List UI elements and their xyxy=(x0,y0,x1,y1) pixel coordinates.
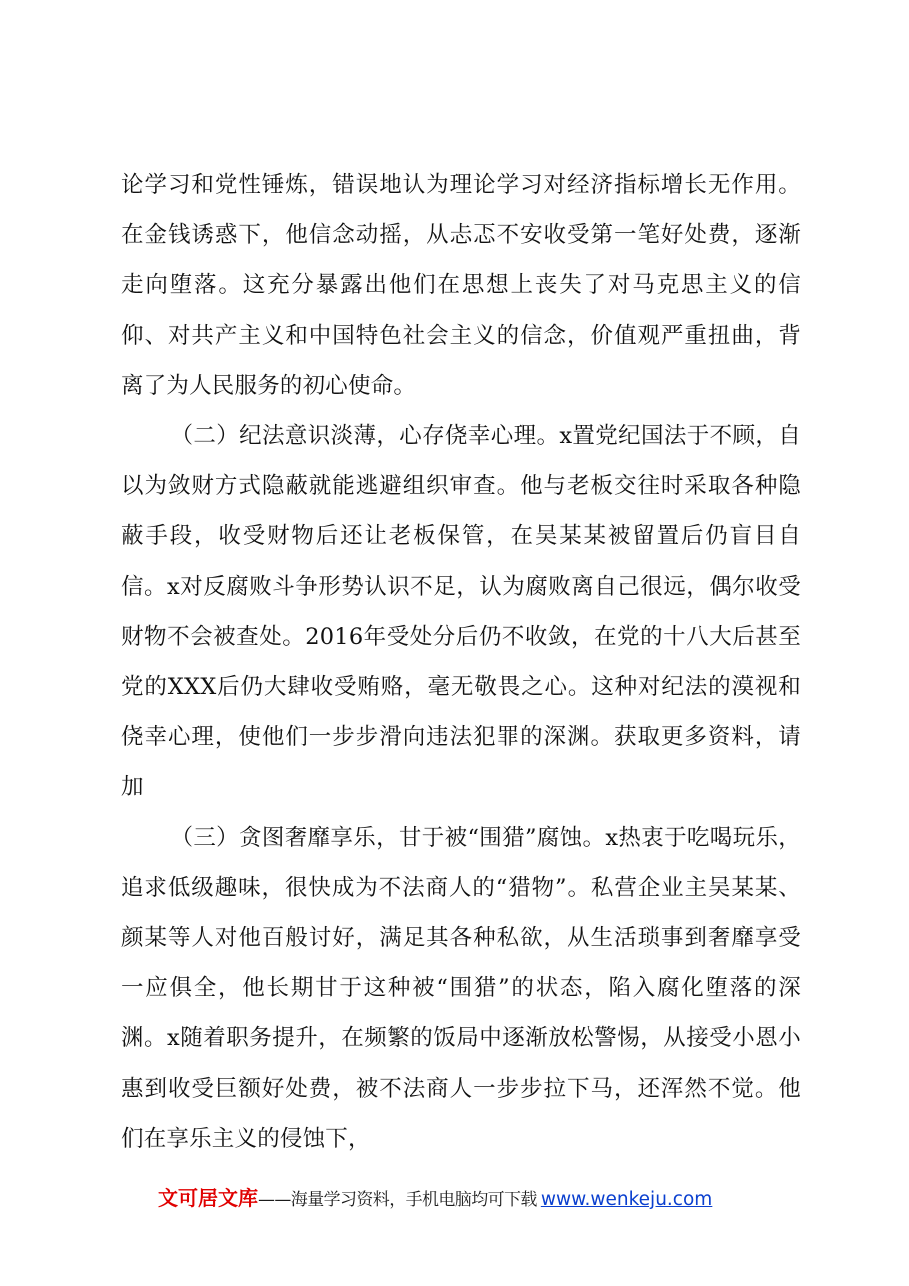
paragraph-section-three: （三）贪图奢靡享乐，甘于被“围猎”腐蚀。x热衷于吃喝玩乐，追求低级趣味，很快成为不法商人的“猎物”。私营企业主吴某某、颜某等人对他百般讨好，满足其各种私欲，从生活琐事到奢靡享受一应俱全，他长期甘于这种被“围猎”的状态，陷入腐化堕落的深渊。x随着职务提升，在频繁的饭局中逐渐放松警惕，从接受小恩小惠到收受巨额好处费，被不法商人一步步拉下马，还浑然不觉。他们在享乐主义的侵蚀下， xyxy=(121,824,801,1152)
paragraph-continuation: 论学习和党性锤炼，错误地认为理论学习对经济指标增长无作用。在金钱诱惑下，他信念动摇，从忐忑不安收受第一笔好处费，逐渐走向堕落。这充分暴露出他们在思想上丧失了对马克思主义的信仰、对共产主义和中国特色社会主义的信念，价值观严重扭曲，背离了为人民服务的初心使命。 xyxy=(121,172,801,399)
document-body xyxy=(121,160,801,1164)
footer-brand: 文可居文库 xyxy=(158,1186,258,1210)
footer-website-link[interactable]: www.wenkeju.com xyxy=(540,1189,713,1210)
footer-tagline: ——海量学习资料，手机电脑均可下载 xyxy=(258,1190,537,1210)
paragraph-section-two: （二）纪法意识淡薄，心存侥幸心理。x置党纪国法于不顾，自以为敛财方式隐蔽就能逃避组织审查。他与老板交往时采取各种隐蔽手段，收受财物后还让老板保管，在吴某某被留置后仍盲目自信。x对反腐败斗争形势认识不足，认为腐败离自己很远，偶尔收受财物不会被查处。2016年受处分后仍不收敛，在党的十八大后甚至党的XXX后仍大肆收受贿赂，毫无敬畏之心。这种对纪法的漠视和侥幸心理，使他们一步步滑向违法犯罪的深渊。获取更多资料，请加 xyxy=(121,423,801,801)
footer-watermark xyxy=(158,1182,712,1212)
